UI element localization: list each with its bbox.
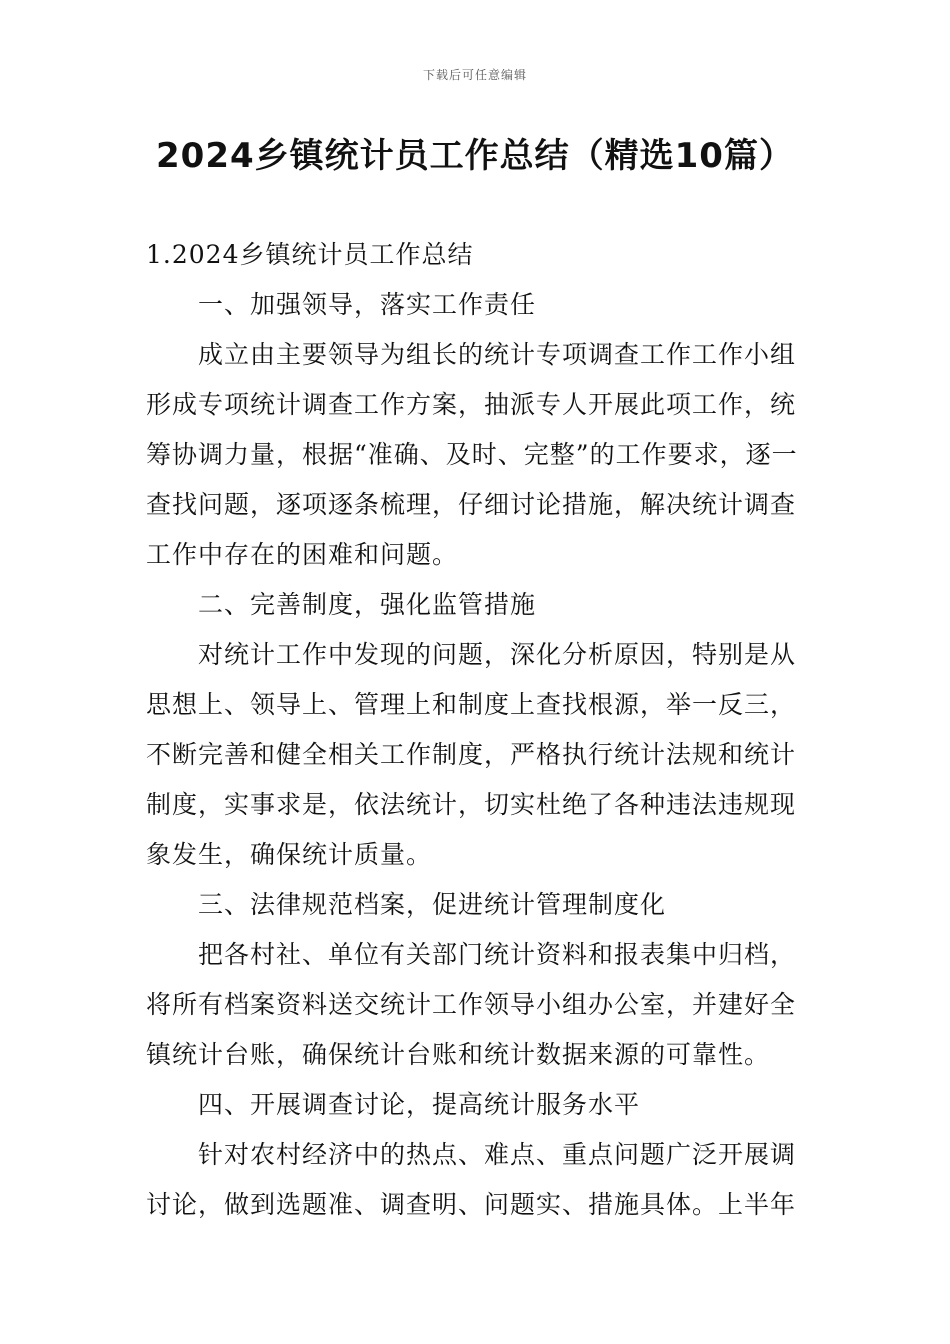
heading-2: 二、完善制度，强化监管措施 <box>198 590 537 619</box>
paragraph-4: 针对农村经济中的热点、难点、重点问题广泛开展调讨论，做到选题准、调查明、问题实、措施具体。上半年 <box>146 1140 797 1219</box>
paragraph-1: 成立由主要领导为组长的统计专项调查工作工作小组形成专项统计调查工作方案，抽派专人开展此项工作，统筹协调力量，根据“准确、及时、完整”的工作要求，逐一查找问题，逐项逐条梳理，仔细讨论措施，解决统计调查工作中存在的困难和问题。 <box>146 340 798 569</box>
document-title: 2024乡镇统计员工作总结（精选10篇） <box>156 136 794 176</box>
heading-3: 三、法律规范档案，促进统计管理制度化 <box>198 890 667 919</box>
paragraph-2: 对统计工作中发现的问题，深化分析原因，特别是从思想上、领导上、管理上和制度上查找根源，举一反三，不断完善和健全相关工作制度，严格执行统计法规和统计制度，实事求是，依法统计，切实杜绝了各种违法违规现象发生，确保统计质量。 <box>146 640 797 869</box>
heading-1: 一、加强领导，落实工作责任 <box>198 290 537 319</box>
heading-4: 四、开展调查讨论，提高统计服务水平 <box>198 1090 641 1119</box>
document-body <box>146 230 808 1230</box>
paragraph-3: 把各村社、单位有关部门统计资料和报表集中归档，将所有档案资料送交统计工作领导小组办公室，并建好全镇统计台账，确保统计台账和统计数据来源的可靠性。 <box>146 940 797 1069</box>
header-watermark: 下载后可任意编辑 <box>422 68 527 82</box>
section-title: 1.2024乡镇统计员工作总结 <box>146 240 474 269</box>
